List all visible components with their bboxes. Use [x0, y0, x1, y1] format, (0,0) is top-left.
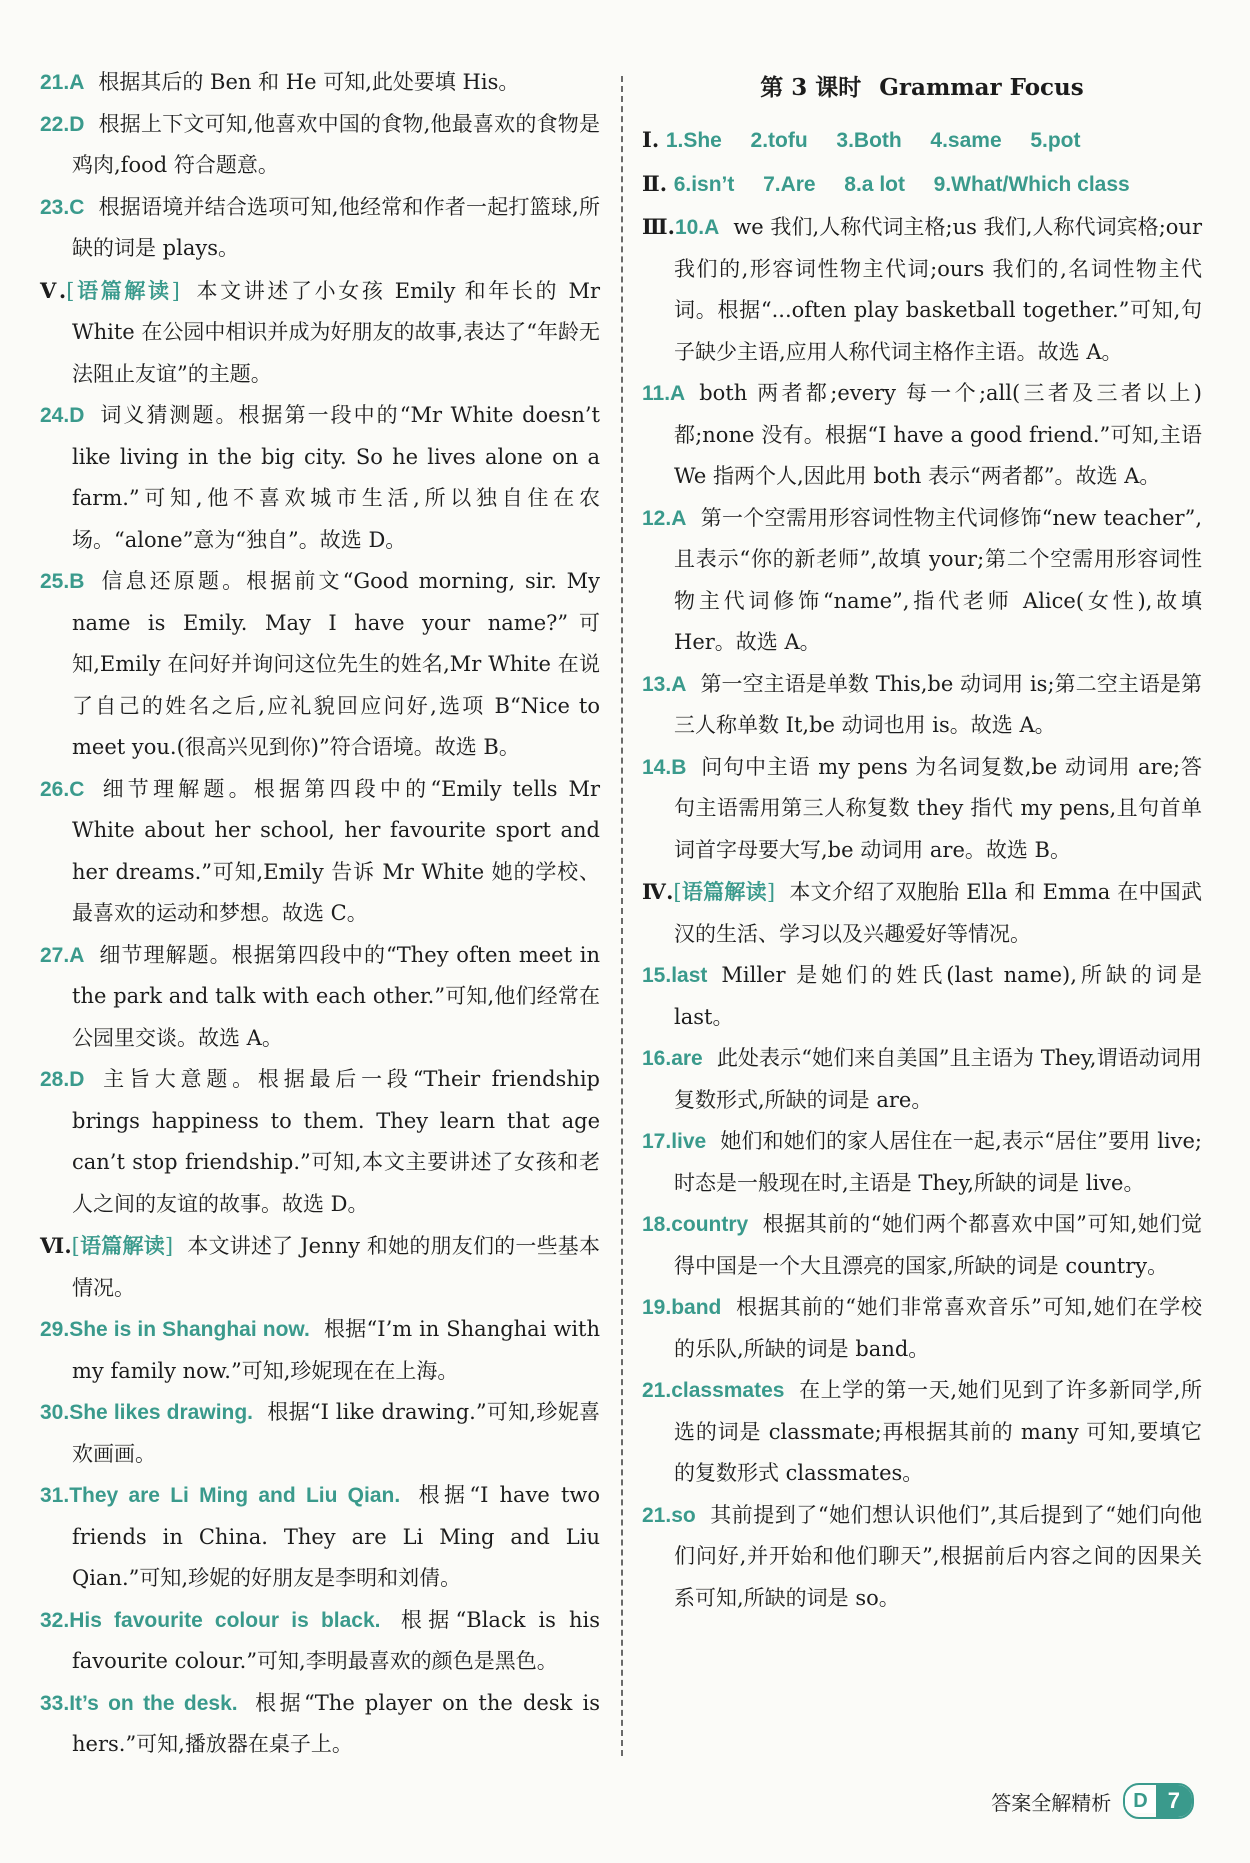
- section-title: [642, 62, 1202, 114]
- answer-item: [40, 104, 600, 187]
- answer: A: [670, 382, 686, 405]
- passage-summary: [40, 270, 600, 396]
- answer-item: [642, 373, 1202, 498]
- answer-item: [40, 769, 600, 935]
- answer-item: [40, 1059, 600, 1225]
- answer-item: [40, 1309, 600, 1392]
- answer: A: [69, 943, 85, 967]
- answer: His favourite colour is black.: [69, 1608, 381, 1632]
- passage-tag: 语篇解读: [74, 277, 172, 303]
- answer: B: [671, 755, 687, 779]
- question-number: 12.: [642, 506, 672, 530]
- question-number: 26.: [40, 777, 70, 801]
- passage-tag: 语篇解读: [79, 1233, 165, 1258]
- bracket-open: [: [673, 880, 682, 904]
- roman-numeral: Ⅳ.: [642, 879, 674, 904]
- answer-item: [40, 62, 600, 104]
- answer-item: [642, 1204, 1202, 1287]
- answer: country: [671, 1213, 749, 1236]
- explanation-text: 第一空主语是单数 This,be 动词用 is;第二空主语是第三人称单数 It,be 动词也用 is。故选 A。: [674, 671, 1202, 737]
- question-number: 33.: [40, 1691, 70, 1715]
- column-divider: [621, 76, 623, 1756]
- explanation-text: 本文介绍了双胞胎 Ella 和 Emma 在中国武汉的生活、学习以及兴趣爱好等情况。: [674, 880, 1202, 946]
- answer: 7.Are: [763, 173, 816, 196]
- explanation-text: 根据“Black is his favourite colour.”可知,李明最喜欢的颜色是黑色。: [72, 1607, 600, 1673]
- answer-item: [642, 664, 1202, 747]
- question-number: 21.: [642, 1379, 672, 1402]
- page-number: 7: [1156, 1785, 1192, 1817]
- answer: 6.isn’t: [673, 173, 735, 196]
- answer: 8.a lot: [844, 173, 905, 196]
- explanation-text: 根据“I have two friends in China. They are Li Ming and Liu Qian.”可知,珍妮的好朋友是李明和刘倩。: [72, 1483, 601, 1590]
- question-number: 30.: [40, 1401, 70, 1424]
- answer: A: [69, 71, 85, 94]
- answer: She likes drawing.: [69, 1401, 254, 1424]
- answer-item: [40, 935, 600, 1060]
- explanation-text: 在上学的第一天,她们见到了许多新同学,所选的词是 classmate;再根据其前的 many 可知,要填它的复数形式 classmates。: [674, 1378, 1202, 1485]
- footer-title: 答案全解精析: [991, 1790, 1112, 1815]
- question-number: 31.: [40, 1484, 70, 1507]
- answer: A: [671, 506, 687, 530]
- explanation-text: 信息还原题。根据前文“Good morning, sir. My name is Emily. May I have your name?”可知,Emily 在问好并询问这位先生的姓名,Mr White 在说了自己的姓名之后,应礼貌回应问好,选项 B“Nice to meet you.(很高兴见到你)”符合语境。故选 B。: [72, 569, 600, 759]
- answer: They are Li Ming and Liu Qian.: [69, 1484, 401, 1507]
- answer-item: [40, 561, 600, 769]
- answer: 4.same: [930, 129, 1002, 152]
- question-number: 27.: [40, 943, 70, 967]
- answer: band: [671, 1296, 722, 1319]
- question-number: 29.: [40, 1318, 70, 1341]
- answer: D: [69, 112, 85, 136]
- answer: It’s on the desk.: [69, 1691, 238, 1715]
- answer-item: [642, 955, 1202, 1038]
- explanation-text: 根据其前的“她们非常喜欢音乐”可知,她们在学校的乐队,所缺的词是 band。: [674, 1295, 1202, 1361]
- answer-item: [40, 1475, 600, 1600]
- explanation-text: 根据其后的 Ben 和 He 可知,此处要填 His。: [98, 70, 520, 94]
- question-number: 10.: [674, 216, 705, 239]
- answer: 3.Both: [836, 129, 902, 152]
- question-number: 22.: [40, 112, 70, 136]
- roman-numeral: Ⅰ.: [642, 127, 660, 152]
- explanation-text: 本文讲述了小女孩 Emily 和年长的 Mr White 在公园中相识并成为好朋友的故事,表达了“年龄无法阻止友谊”的主题。: [72, 278, 601, 386]
- explanation-text: 根据上下文可知,他喜欢中国的食物,他最喜欢的食物是鸡肉,food 符合题意。: [72, 111, 600, 177]
- badge-letter: D: [1125, 1790, 1155, 1813]
- answer-item: [40, 1392, 600, 1475]
- answer-item: [642, 747, 1202, 872]
- passage-summary: [642, 871, 1202, 955]
- answer: 2.tofu: [750, 129, 808, 152]
- answer-item: [642, 1495, 1202, 1620]
- question-number: 17.: [642, 1130, 672, 1153]
- explanation-text: 根据其前的“她们两个都喜欢中国”可知,她们觉得中国是一个大且漂亮的国家,所缺的词是 country。: [674, 1212, 1202, 1278]
- answer: B: [69, 570, 85, 593]
- left-column: [40, 62, 600, 1766]
- section-title-lesson: 第 3 课时: [760, 74, 862, 101]
- answer: live: [671, 1130, 707, 1153]
- answer: are: [671, 1047, 703, 1070]
- question-number: 14.: [642, 755, 672, 779]
- answer: 9.What/Which class: [933, 173, 1130, 196]
- page-footer: [991, 1783, 1194, 1819]
- question-number: 21.: [40, 71, 70, 94]
- roman-numeral: Ⅲ.: [642, 214, 675, 239]
- question-number: 11.: [642, 382, 671, 405]
- question-number: 15.: [642, 964, 672, 987]
- answer: C: [69, 777, 85, 801]
- bracket-close: ]: [164, 1234, 174, 1258]
- page-badge: [1123, 1783, 1194, 1819]
- explanation-text: both 两者都;every 每一个;all(三者及三者以上)都;none 没有。根据“I have a good friend.”可知,主语 We 指两个人,因此用 both 表示“两者都”。故选 A。: [674, 381, 1202, 488]
- answer-item: [642, 1287, 1202, 1370]
- question-number: 25.: [40, 570, 70, 593]
- explanation-text: we 我们,人称代词主格;us 我们,人称代词宾格;our 我们的,形容词性物主代词;ours 我们的,名词性物主代词。根据“...often play basketball together.”可知,句子缺少主语,应用人称代词主格作主语。故选 A。: [674, 215, 1202, 364]
- right-column: [642, 62, 1202, 1619]
- answer-item: [642, 1370, 1202, 1495]
- bracket-close: ]: [766, 880, 776, 904]
- question-number: 24.: [40, 404, 70, 427]
- question-number: 23.: [40, 195, 70, 219]
- question-number: 19.: [642, 1296, 672, 1319]
- answer: so: [671, 1503, 696, 1527]
- answer-item: [40, 1600, 600, 1683]
- roman-numeral: Ⅴ.: [40, 277, 67, 303]
- answer-item: [40, 395, 600, 561]
- explanation-text: 她们和她们的家人居住在一起,表示“居住”要用 live;时态是一般现在时,主语是 They,所缺的词是 live。: [674, 1129, 1202, 1195]
- answer-line-1: [642, 118, 1202, 162]
- answer: last: [671, 964, 708, 987]
- passage-summary: [40, 1225, 600, 1309]
- answer: She is in Shanghai now.: [69, 1318, 310, 1341]
- bracket-close: ]: [171, 278, 180, 303]
- answer: 1.She: [665, 129, 722, 152]
- bracket-open: [: [66, 278, 75, 303]
- answer-item: [642, 206, 1202, 373]
- answer: 5.pot: [1030, 129, 1081, 152]
- explanation-text: 主旨大意题。根据最后一段“Their friendship brings happiness to them. They learn that age can’t stop friendship.”可知,本文主要讲述了女孩和老人之间的友谊的故事。故选 D。: [72, 1067, 600, 1216]
- explanation-text: 细节理解题。根据第四段中的“They often meet in the park and talk with each other.”可知,他们经常在公园里交谈。故选 A。: [72, 942, 600, 1050]
- answer-item: [40, 187, 600, 270]
- section-title-topic: Grammar Focus: [879, 74, 1084, 101]
- answer-item: [642, 498, 1202, 664]
- passage-tag: 语篇解读: [681, 879, 767, 904]
- explanation-text: 根据“The player on the desk is hers.”可知,播放器在桌子上。: [72, 1690, 600, 1756]
- answer-line-2: [642, 162, 1202, 206]
- question-number: 32.: [40, 1608, 70, 1632]
- question-number: 16.: [642, 1047, 672, 1070]
- answer: A: [704, 216, 720, 239]
- explanation-text: 细节理解题。根据第四段中的“Emily tells Mr White about her school, her favourite sport and her dreams.”可知,Emily 告诉 Mr White 她的学校、最喜欢的运动和梦想。故选 C。: [72, 776, 600, 925]
- question-number: 28.: [40, 1068, 70, 1091]
- question-number: 13.: [642, 672, 672, 696]
- explanation-text: 其前提到了“她们想认识他们”,其后提到了“她们向他们问好,并开始和他们聊天”,根据前后内容之间的因果关系可知,所缺的词是 so。: [674, 1502, 1202, 1610]
- question-number: 18.: [642, 1213, 672, 1236]
- roman-numeral: Ⅱ.: [642, 171, 668, 196]
- bracket-open: [: [71, 1234, 80, 1258]
- answer: D: [69, 404, 85, 427]
- answer: C: [69, 195, 85, 219]
- answer-item: [642, 1121, 1202, 1204]
- explanation-text: 根据“I like drawing.”可知,珍妮喜欢画画。: [72, 1400, 600, 1466]
- answer: classmates: [671, 1379, 785, 1402]
- explanation-text: 问句中主语 my pens 为名词复数,be 动词用 are;答句主语需用第三人称复数 they 指代 my pens,且句首单词首字母要大写,be 动词用 are。故选 B。: [674, 754, 1202, 862]
- explanation-text: Miller 是她们的姓氏(last name),所缺的词是 last。: [674, 963, 1202, 1029]
- explanation-text: 第一个空需用形容词性物主代词修饰“new teacher”,且表示“你的新老师”,故填 your;第二个空需用形容词性物主代词修饰“name”,指代老师 Alice(女性),故填 Her。故选 A。: [674, 505, 1202, 654]
- question-number: 21.: [642, 1503, 672, 1527]
- answer: A: [671, 672, 687, 696]
- answer: D: [69, 1068, 85, 1091]
- explanation-text: 此处表示“她们来自美国”且主语为 They,谓语动词用复数形式,所缺的词是 are。: [674, 1046, 1202, 1112]
- answer-item: [642, 1038, 1202, 1121]
- answer-item: [40, 1683, 600, 1766]
- explanation-text: 词义猜测题。根据第一段中的“Mr White doesn’t like living in the big city. So he lives alone on a farm.”可知,他不喜欢城市生活,所以独自住在农场。“alone”意为“独自”。故选 D。: [72, 403, 600, 552]
- explanation-text: 根据“I’m in Shanghai with my family now.”可知,珍妮现在在上海。: [72, 1317, 600, 1383]
- explanation-text: 根据语境并结合选项可知,他经常和作者一起打篮球,所缺的词是 plays。: [72, 194, 600, 260]
- roman-numeral: Ⅵ.: [40, 1233, 72, 1258]
- explanation-text: 本文讲述了 Jenny 和她的朋友们的一些基本情况。: [72, 1234, 600, 1300]
